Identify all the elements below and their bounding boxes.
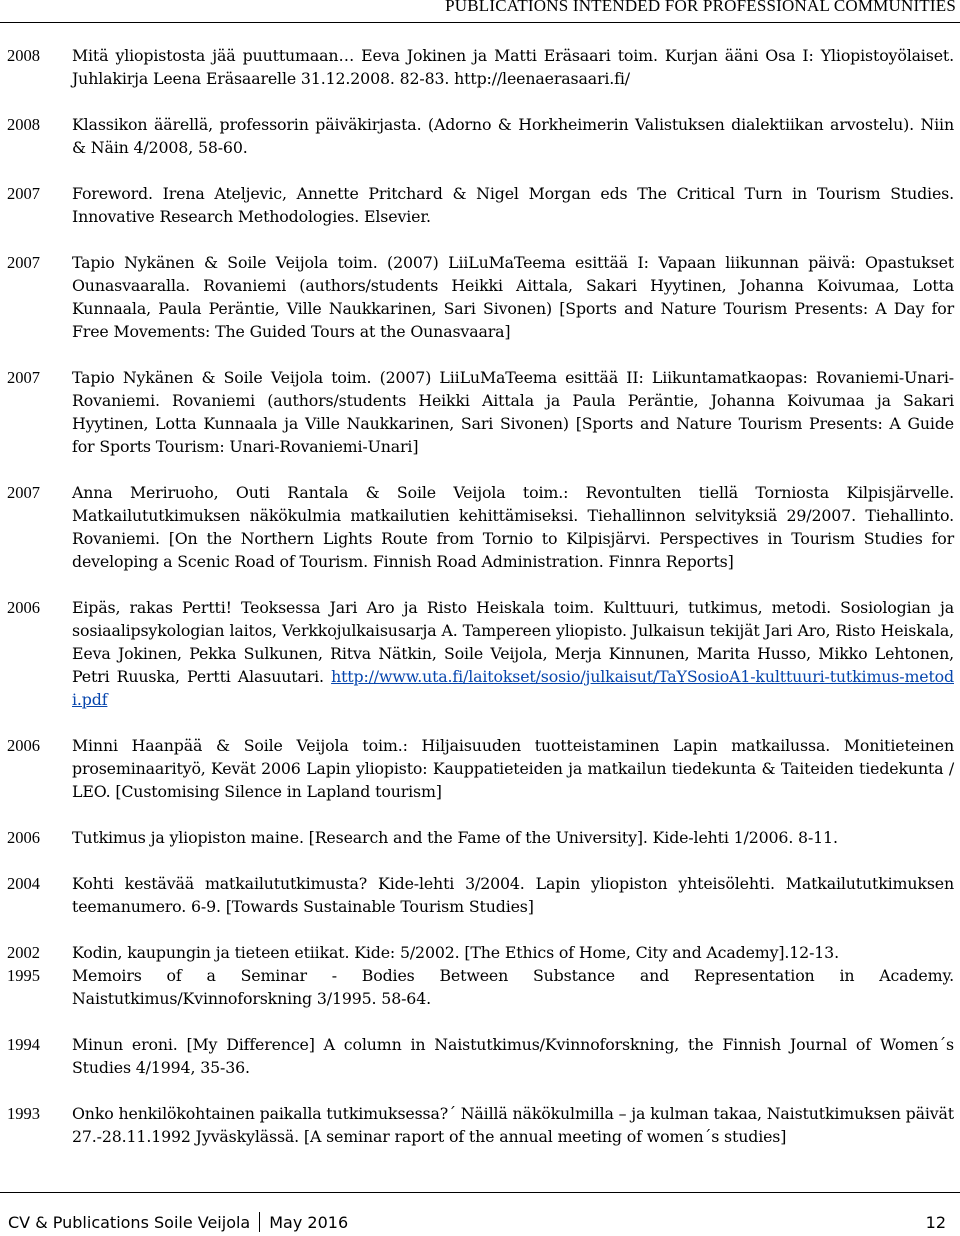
publication-text — [72, 251, 960, 343]
publication-entry — [0, 1102, 960, 1148]
publication-text — [72, 1102, 960, 1148]
footer-date: May 2016 — [269, 1212, 349, 1232]
publication-text — [72, 44, 960, 90]
publication-year: 1994 — [7, 1035, 40, 1054]
page-number: 12 — [925, 1212, 946, 1232]
publication-text — [72, 1033, 960, 1079]
publication-citation: Onko henkilökohtainen paikalla tutkimuksessa?´ Näillä näkökulmilla – ja kulman takaa, Naistutkimuksen päivät 27.-28.11.1992 Jyväskylässä. [A seminar raport of the annual meeting of women´s studies] — [72, 1104, 954, 1146]
publication-citation: Minni Haanpää & Soile Veijola toim.: Hiljaisuuden tuotteistaminen Lapin matkailussa. Monitieteinen proseminaarityö, Kevät 2006 Lapin yliopisto: Kauppatieteiden ja matkailun tiedekunta & Taiteiden tiedekunta / LEO. [Customising Silence in Lapland tourism] — [72, 736, 954, 801]
publication-year: 1995 — [7, 966, 40, 985]
publication-citation: Foreword. Irena Ateljevic, Annette Pritchard & Nigel Morgan eds The Critical Turn in Tourism Studies. Innovative Research Methodologies. Elsevier. — [72, 184, 954, 226]
publication-text — [72, 481, 960, 573]
publication-text — [72, 596, 960, 711]
publication-citation: Kohti kestävää matkailututkimusta? Kide-lehti 3/2004. Lapin yliopiston yhteisölehti. Matkailututkimuksen teemanumero. 6-9. [Towards Sustainable Tourism Studies] — [72, 874, 954, 916]
publication-year: 1993 — [7, 1104, 40, 1123]
publication-year: 2008 — [7, 46, 40, 65]
publication-citation: Mitä yliopistosta jää puuttumaan… Eeva Jokinen ja Matti Eräsaari toim. Kurjan ääni Osa I: Yliopistoyölaiset. Juhlakirja Leena Eräsaarelle 31.12.2008. 82-83. http://leenaerasaari.fi/ — [72, 46, 954, 88]
publication-citation: Eipäs, rakas Pertti! Teoksessa Jari Aro ja Risto Heiskala toim. Kulttuuri, tutkimus, metodi. Sosiologian ja sosiaalipsykologian laitos, Verkkojulkaisusarja A. Tampereen yliopisto. Julkaisun tekijät Jari Aro, Risto Heiskala, Eeva Jokinen, Pekka Sulkunen, Ritva Nätkin, Soile Veijola, Merja Kinnunen, Marita Husso, Mikko Lehtonen, Petri Ruuska, Pertti Alasuutari. — [72, 598, 954, 686]
publication-year: 2007 — [7, 253, 40, 272]
publication-text — [72, 734, 960, 803]
publication-year: 2008 — [7, 115, 40, 134]
publication-citation: Klassikon äärellä, professorin päiväkirjasta. (Adorno & Horkheimerin Valistuksen dialektiikan arvostelu). Niin & Näin 4/2008, 58-60. — [72, 115, 954, 157]
publication-entry — [0, 941, 960, 964]
footer-separator — [259, 1212, 260, 1232]
publication-year: 2006 — [7, 736, 40, 755]
publication-year: 2004 — [7, 874, 40, 893]
publication-text — [72, 113, 960, 159]
footer-document-title: CV & Publications Soile Veijola — [8, 1212, 251, 1232]
publication-entry — [0, 366, 960, 458]
publication-text — [72, 826, 960, 849]
publication-citation: Tutkimus ja yliopiston maine. [Research and the Fame of the University]. Kide-lehti 1/2006. 8-11. — [72, 828, 838, 847]
publication-citation: Tapio Nykänen & Soile Veijola toim. (2007) LiiLuMaTeema esittää II: Liikuntamatkaopas: Rovaniemi-Unari-Rovaniemi. Rovaniemi (authors/students Heikki Aittala ja Paula Peräntie, Johanna Koivumaa ja Sakari Hyytinen, Lotta Kunnaala ja Ville Naukkarinen, Sari Sivonen) [Sports and Nature Tourism Presents: A Guide for Sports Tourism: Unari-Rovaniemi-Unari] — [72, 368, 954, 456]
footer-rule — [0, 1192, 960, 1193]
publication-text — [72, 964, 960, 1010]
publication-entry — [0, 964, 960, 1010]
publication-list — [0, 44, 960, 1171]
publication-year: 2007 — [7, 368, 40, 387]
publication-text — [72, 182, 960, 228]
publication-entry — [0, 481, 960, 573]
publication-text — [72, 941, 960, 964]
publication-entry — [0, 872, 960, 918]
publication-year: 2006 — [7, 598, 40, 617]
publication-entry — [0, 596, 960, 711]
publication-citation: Tapio Nykänen & Soile Veijola toim. (2007) LiiLuMaTeema esittää I: Vapaan liikunnan päivä: Opastukset Ounasvaaralla. Rovaniemi (authors/students Heikki Aittala, Sakari Hyytinen, Johanna Koivumaa, Lotta Kunnaala, Paula Peräntie, Ville Naukkarinen, Sari Sivonen) [Sports and Nature Tourism Presents: A Day for Free Movements: The Guided Tours at the Ounasvaara] — [72, 253, 954, 341]
publication-entry — [0, 44, 960, 90]
publication-entry — [0, 113, 960, 159]
publication-citation: Minun eroni. [My Difference] A column in Naistutkimus/Kvinnoforskning, the Finnish Journal of Women´s Studies 4/1994, 35-36. — [72, 1035, 954, 1077]
publication-entry — [0, 251, 960, 343]
publication-text — [72, 366, 960, 458]
publication-text — [72, 872, 960, 918]
publication-entry — [0, 826, 960, 849]
publication-entry — [0, 734, 960, 803]
page-footer — [8, 1212, 946, 1232]
publication-year: 2007 — [7, 184, 40, 203]
publication-entry — [0, 182, 960, 228]
page-header: PUBLICATIONS INTENDED FOR PROFESSIONAL COMMUNITIES — [445, 0, 956, 15]
footer-left — [8, 1212, 348, 1232]
publication-citation: Anna Meriruoho, Outi Rantala & Soile Veijola toim.: Revontulten tiellä Torniosta Kilpisjärvelle. Matkailututkimuksen näkökulmia matkailutien kehittämiseksi. Tiehallinnon selvityksiä 29/2007. Tiehallinto. Rovaniemi. [On the Northern Lights Route from Tornio to Kilpisjärvi. Perspectives in Tourism Studies for developing a Scenic Road of Tourism. Finnish Road Administration. Finnra Reports] — [72, 483, 954, 571]
publication-year: 2002 — [7, 943, 40, 962]
publication-entry — [0, 1033, 960, 1079]
publication-citation: Memoirs of a Seminar - Bodies Between Substance and Representation in Academy. Naistutkimus/Kvinnoforskning 3/1995. 58-64. — [72, 966, 954, 1008]
publication-year: 2007 — [7, 483, 40, 502]
header-rule — [0, 22, 960, 23]
publication-year: 2006 — [7, 828, 40, 847]
publication-link[interactable]: http://www.uta.fi/laitokset/sosio/julkaisut/TaYSosioA1-kulttuuri-tutkimus-metodi.pdf — [72, 667, 954, 709]
publication-citation: Kodin, kaupungin ja tieteen etiikat. Kide: 5/2002. [The Ethics of Home, City and Academy].12-13. — [72, 943, 839, 962]
